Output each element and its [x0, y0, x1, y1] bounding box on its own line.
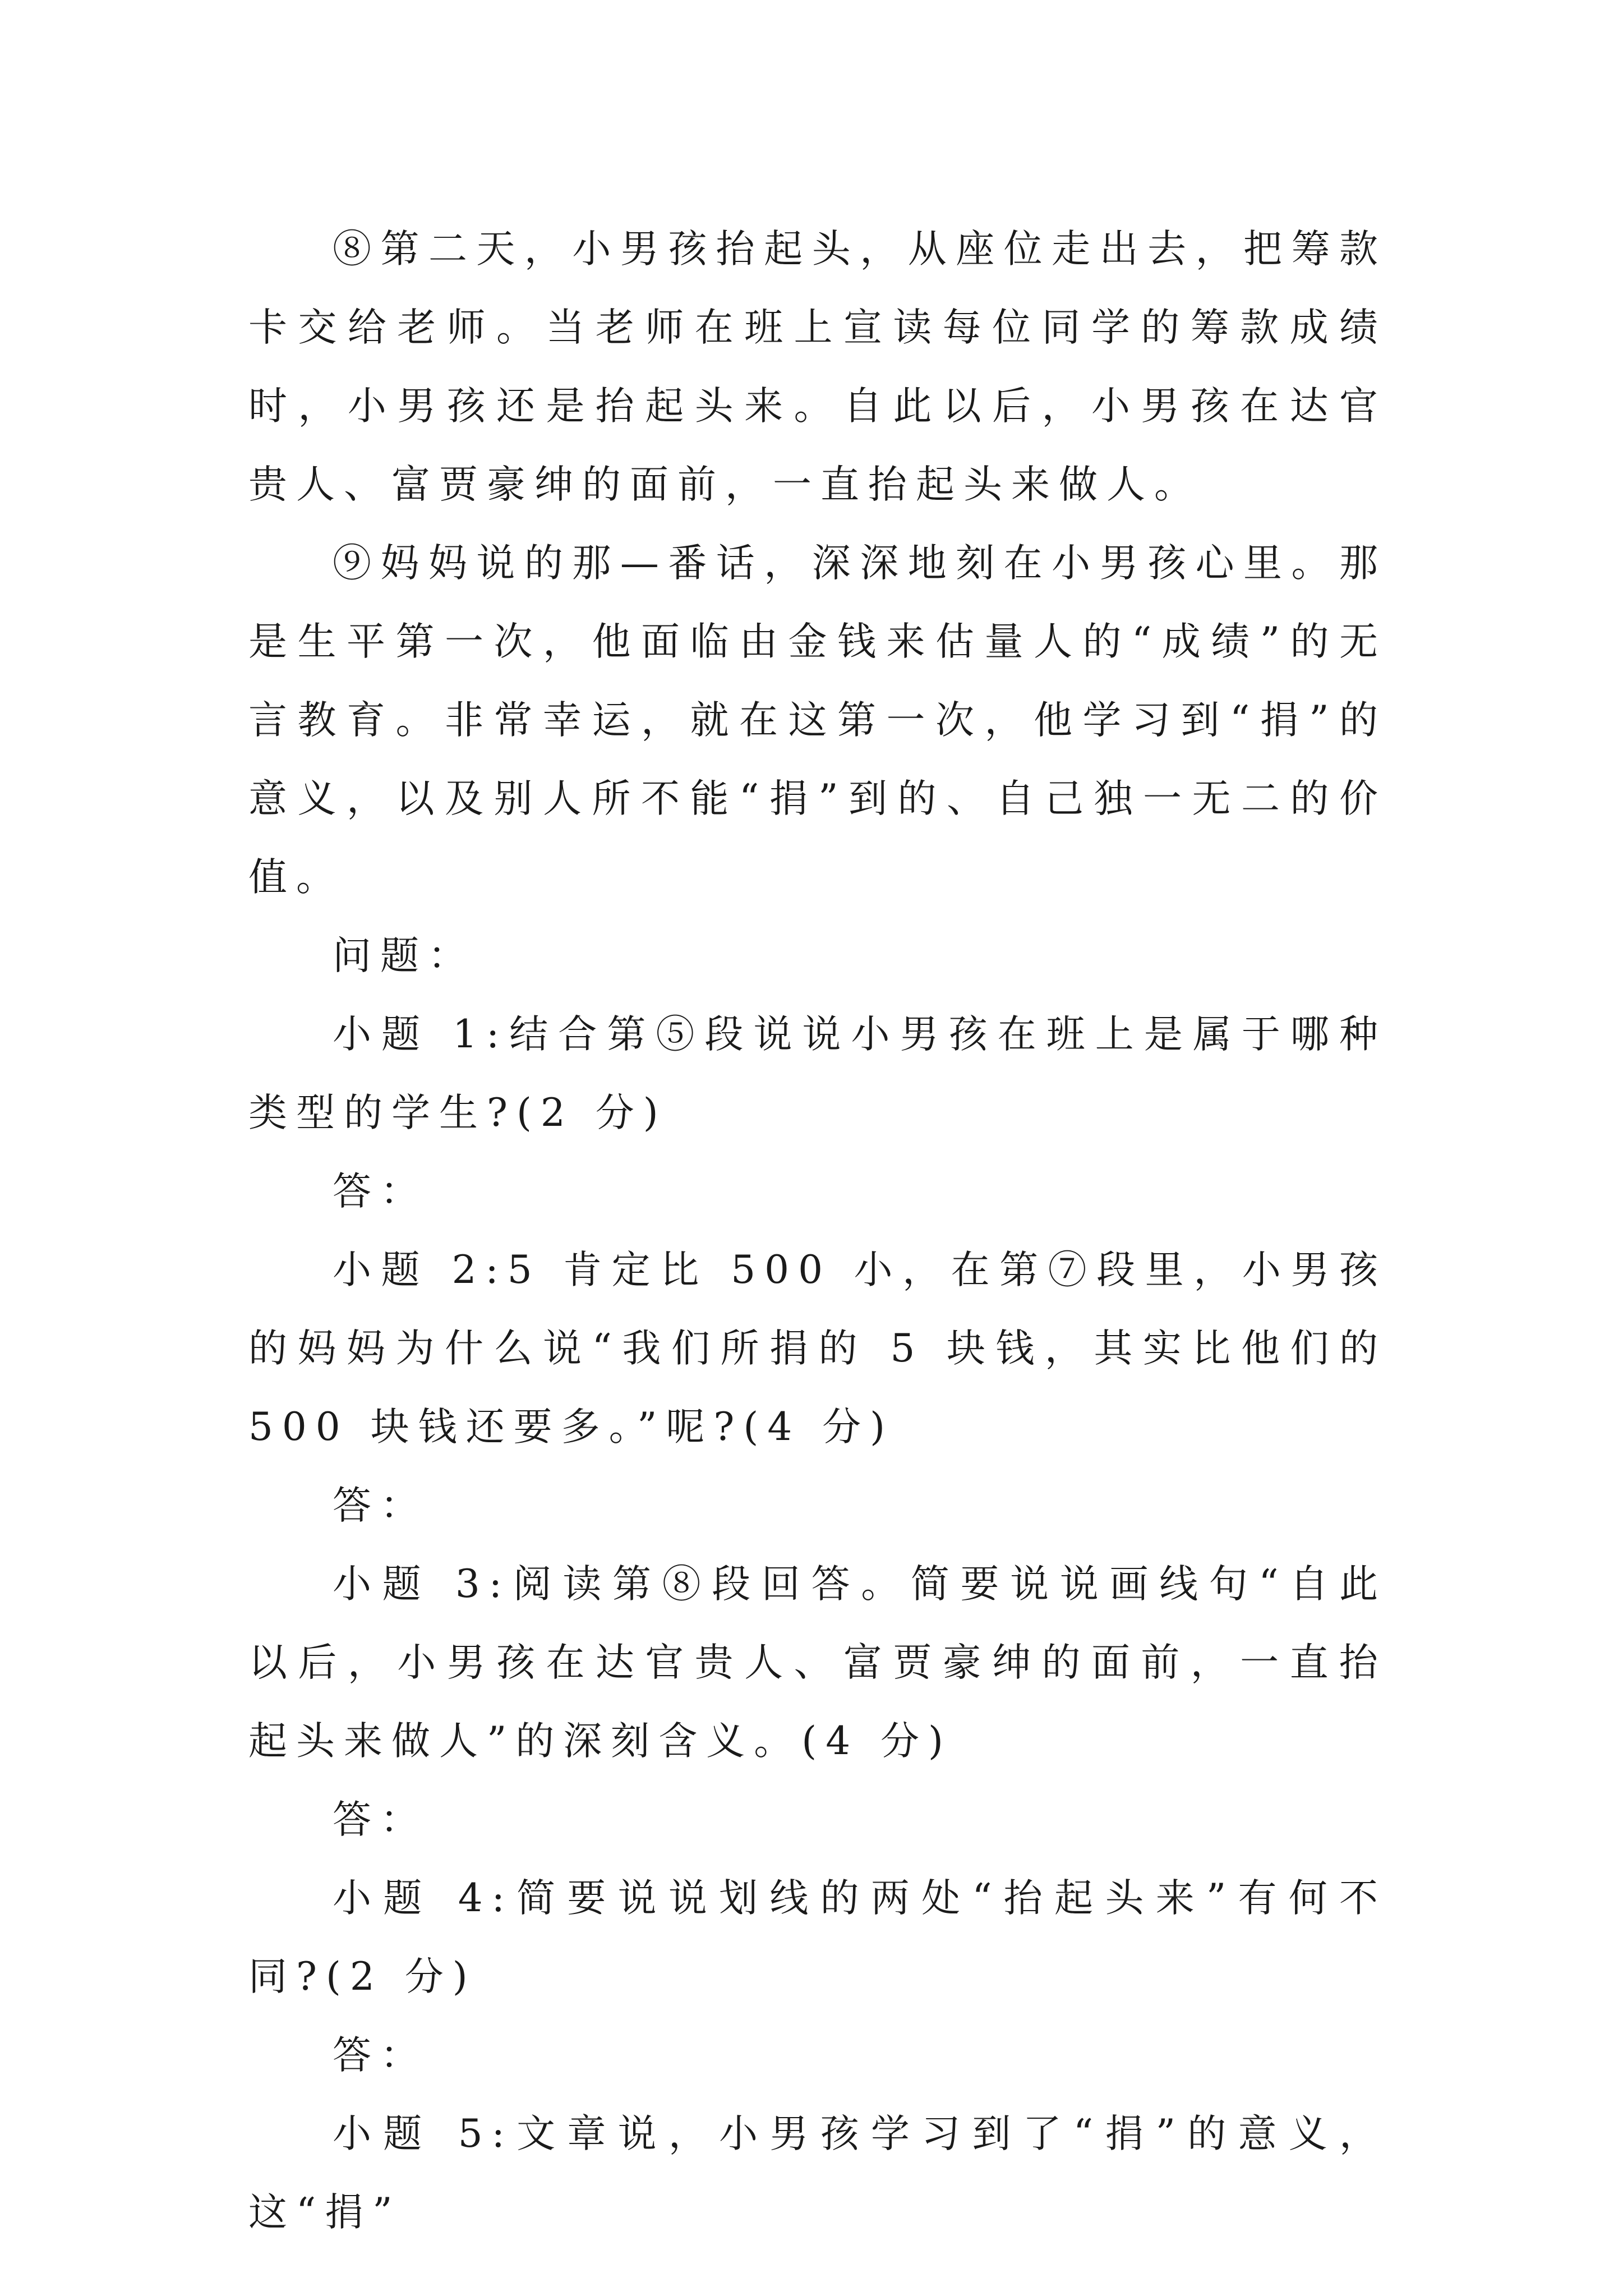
- document-body: [248, 210, 1387, 2252]
- paragraph-9: ⑨妈妈说的那—番话，深深地刻在小男孩心里。那是生平第一次，他面临由金钱来估量人的“成绩”的无言教育。非常幸运，就在这第一次，他学习到“捐”的意义，以及别人所不能“捐”到的、自己独一无二的价值。: [248, 541, 1387, 900]
- question-1: 小题 1:结合第⑤段说说小男孩在班上是属于哪种类型的学生?(2 分): [248, 1012, 1387, 1135]
- answer-label-1: 答：: [333, 1169, 428, 1214]
- answer-label-3: 答：: [333, 1797, 428, 1842]
- question-3: 小题 3:阅读第⑧段回答。简要说说画线句“自此以后，小男孩在达官贵人、富贾豪绅的面前，一直抬起头来做人”的深刻含义。(4 分): [248, 1562, 1387, 1764]
- answer-label-2: 答：: [333, 1483, 428, 1528]
- question-5: 小题 5:文章说，小男孩学习到了“捐”的意义，这“捐”: [248, 2111, 1387, 2235]
- answer-label-4: 答：: [333, 2033, 428, 2078]
- question-2: 小题 2:5 肯定比 500 小，在第⑦段里，小男孩的妈妈为什么说“我们所捐的 5 块钱，其实比他们的 500 块钱还要多。”呢?(4 分): [248, 1248, 1387, 1450]
- questions-heading: 问题：: [333, 933, 476, 978]
- paragraph-8: ⑧第二天，小男孩抬起头，从座位走出去，把筹款卡交给老师。当老师在班上宣读每位同学的筹款成绩时，小男孩还是抬起头来。自此以后，小男孩在达官贵人、富贾豪绅的面前，一直抬起头来做人。: [248, 227, 1387, 507]
- question-4: 小题 4:简要说说划线的两处“抬起头来”有何不同?(2 分): [248, 1876, 1387, 1999]
